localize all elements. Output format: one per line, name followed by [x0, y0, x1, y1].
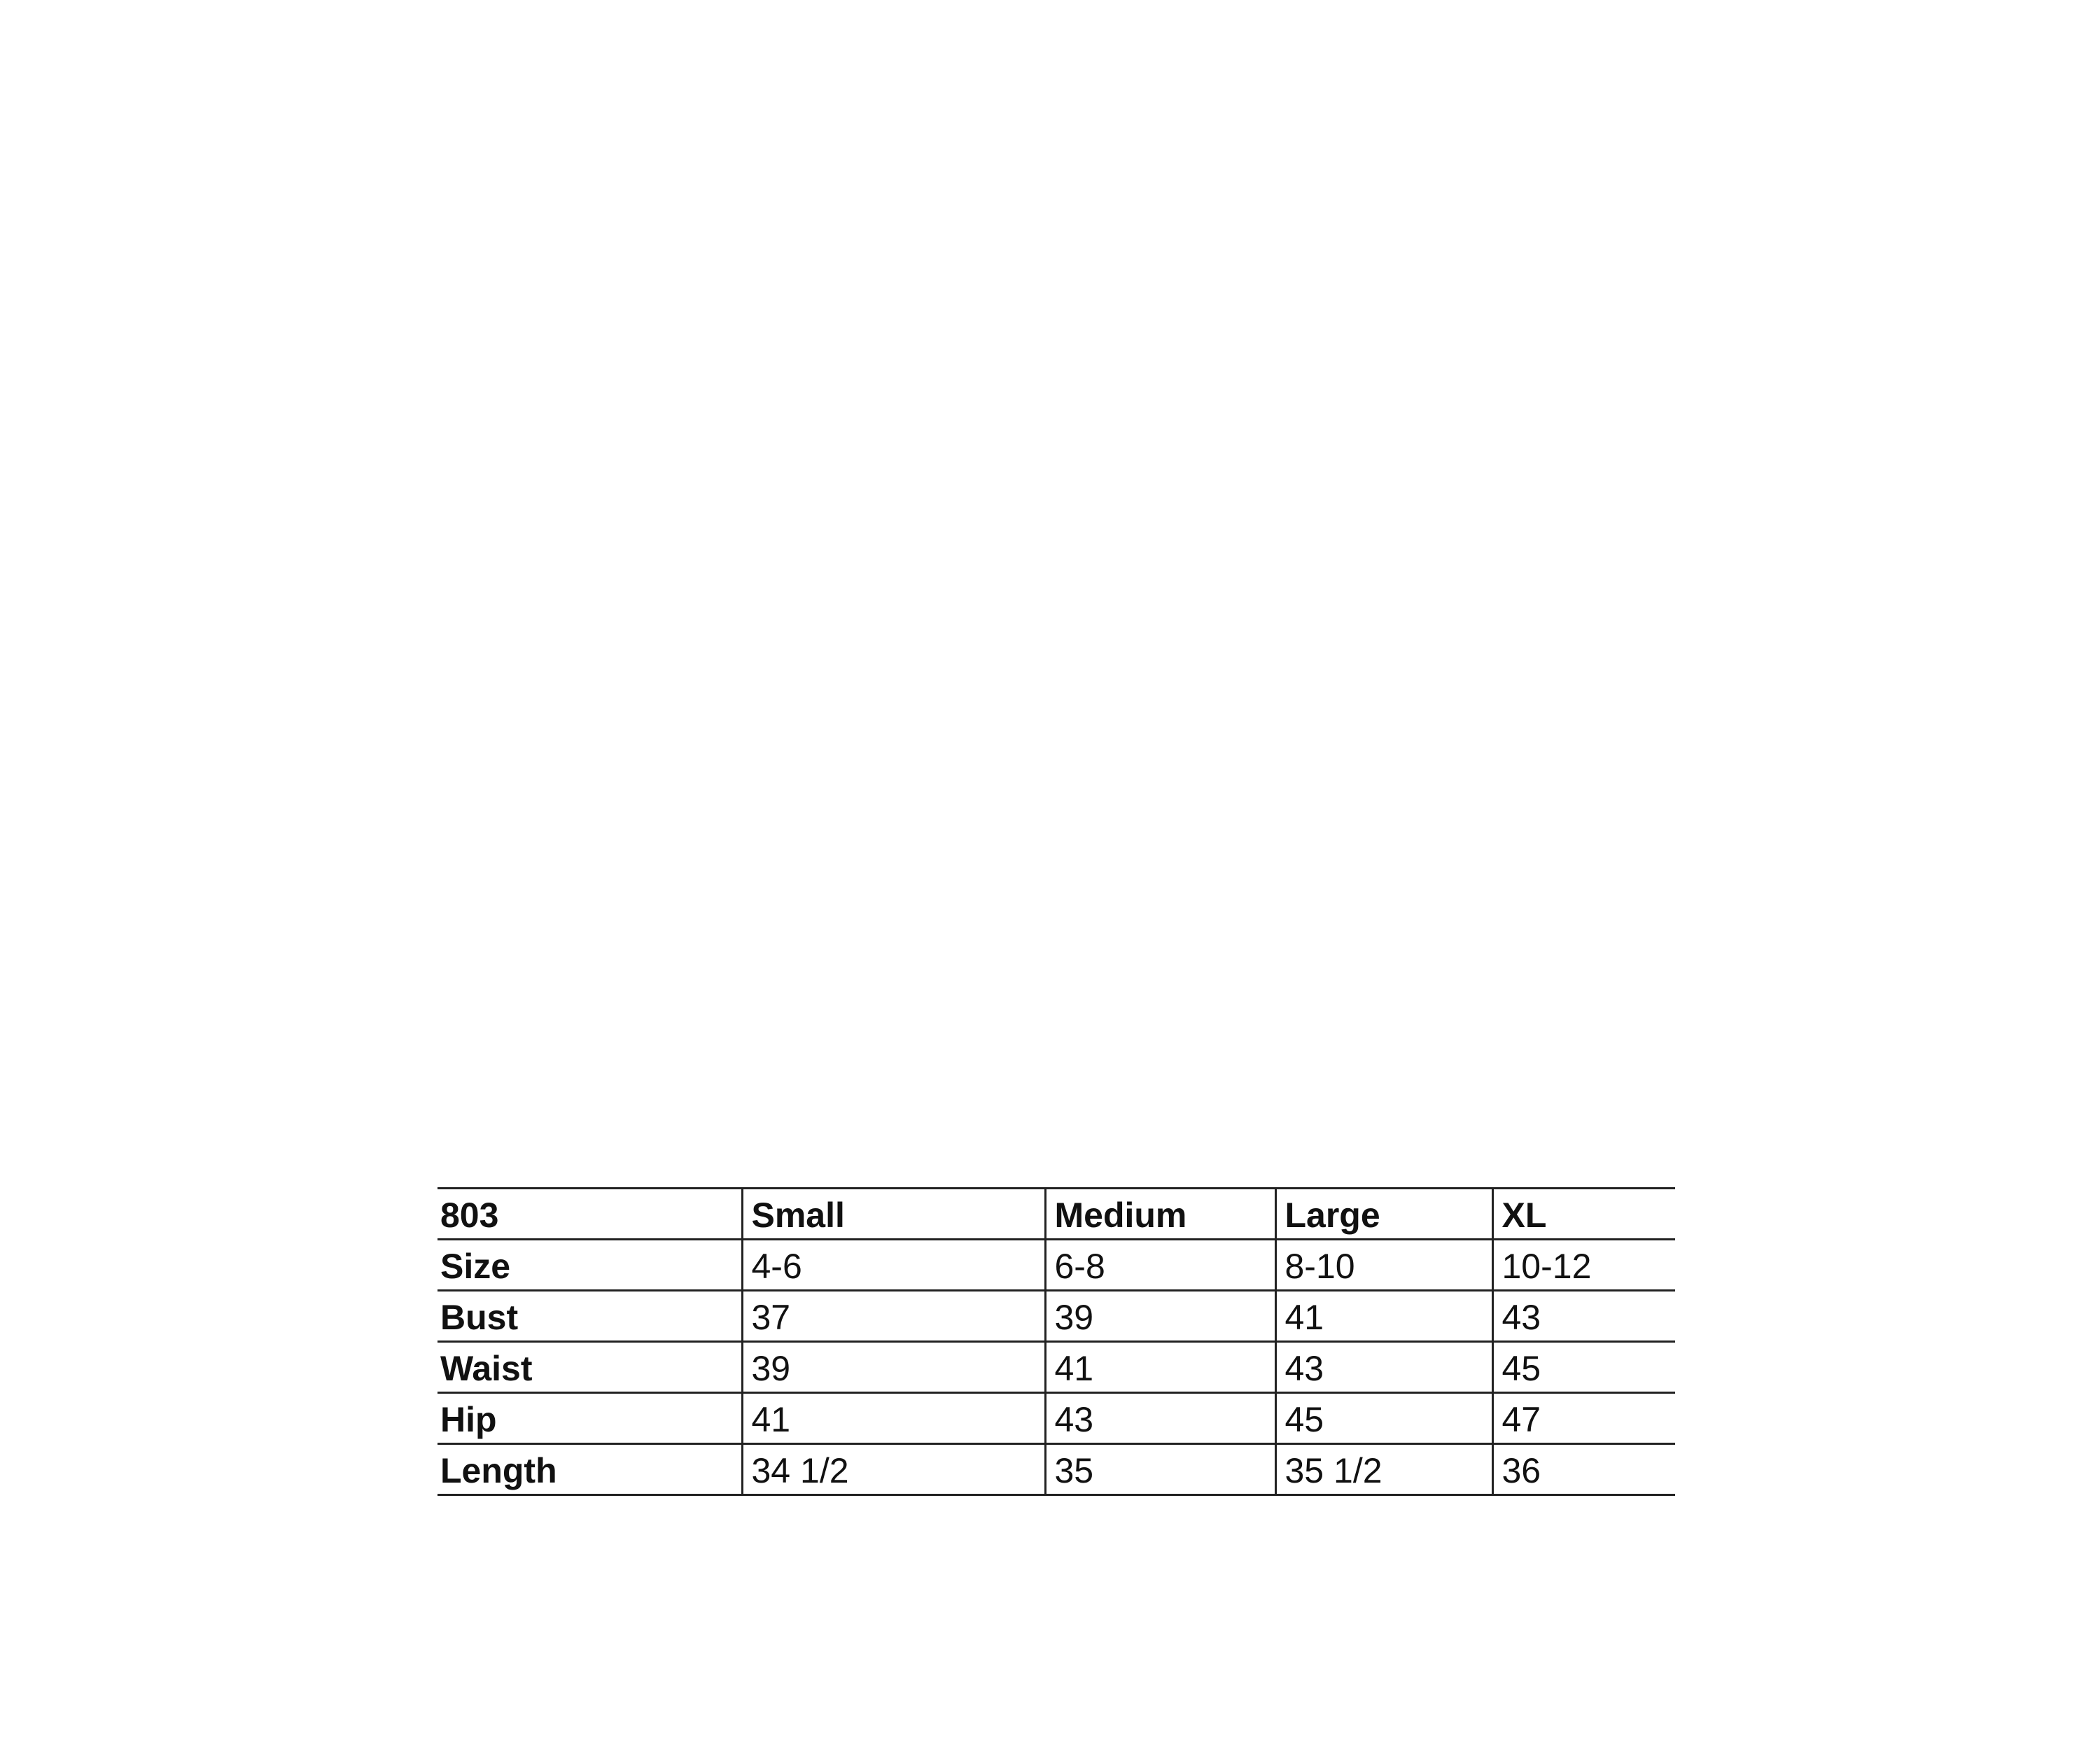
header-row [438, 1189, 1675, 1240]
table-cell: 41 [742, 1393, 1045, 1444]
table-cell: 4-6 [742, 1240, 1045, 1291]
table-row-length [438, 1444, 1675, 1495]
table-cell: 43 [1045, 1393, 1275, 1444]
table-cell: 43 [1492, 1291, 1675, 1342]
table-row-size [438, 1240, 1675, 1291]
table-cell: 35 1/2 [1275, 1444, 1492, 1495]
table-cell: 41 [1275, 1291, 1492, 1342]
header-cell-large: Large [1275, 1189, 1492, 1240]
header-cell-small: Small [742, 1189, 1045, 1240]
row-label-bust: Bust [438, 1291, 742, 1342]
header-cell-style-number: 803 [438, 1189, 742, 1240]
row-label-size: Size [438, 1240, 742, 1291]
table-row-hip [438, 1393, 1675, 1444]
header-cell-medium: Medium [1045, 1189, 1275, 1240]
table-cell: 45 [1492, 1342, 1675, 1393]
row-label-hip: Hip [438, 1393, 742, 1444]
table-cell: 47 [1492, 1393, 1675, 1444]
table-cell: 8-10 [1275, 1240, 1492, 1291]
table-cell: 41 [1045, 1342, 1275, 1393]
table-cell: 39 [742, 1342, 1045, 1393]
table-cell: 43 [1275, 1342, 1492, 1393]
table-row-waist [438, 1342, 1675, 1393]
header-cell-xl: XL [1492, 1189, 1675, 1240]
table-cell: 35 [1045, 1444, 1275, 1495]
size-chart-header [438, 1189, 1675, 1240]
size-chart-table [438, 1187, 1675, 1496]
size-chart-body [438, 1240, 1675, 1495]
row-label-length: Length [438, 1444, 742, 1495]
table-cell: 39 [1045, 1291, 1275, 1342]
table-cell: 45 [1275, 1393, 1492, 1444]
table-cell: 6-8 [1045, 1240, 1275, 1291]
table-cell: 36 [1492, 1444, 1675, 1495]
row-label-waist: Waist [438, 1342, 742, 1393]
table-cell: 10-12 [1492, 1240, 1675, 1291]
table-row-bust [438, 1291, 1675, 1342]
table-cell: 34 1/2 [742, 1444, 1045, 1495]
table-cell: 37 [742, 1291, 1045, 1342]
